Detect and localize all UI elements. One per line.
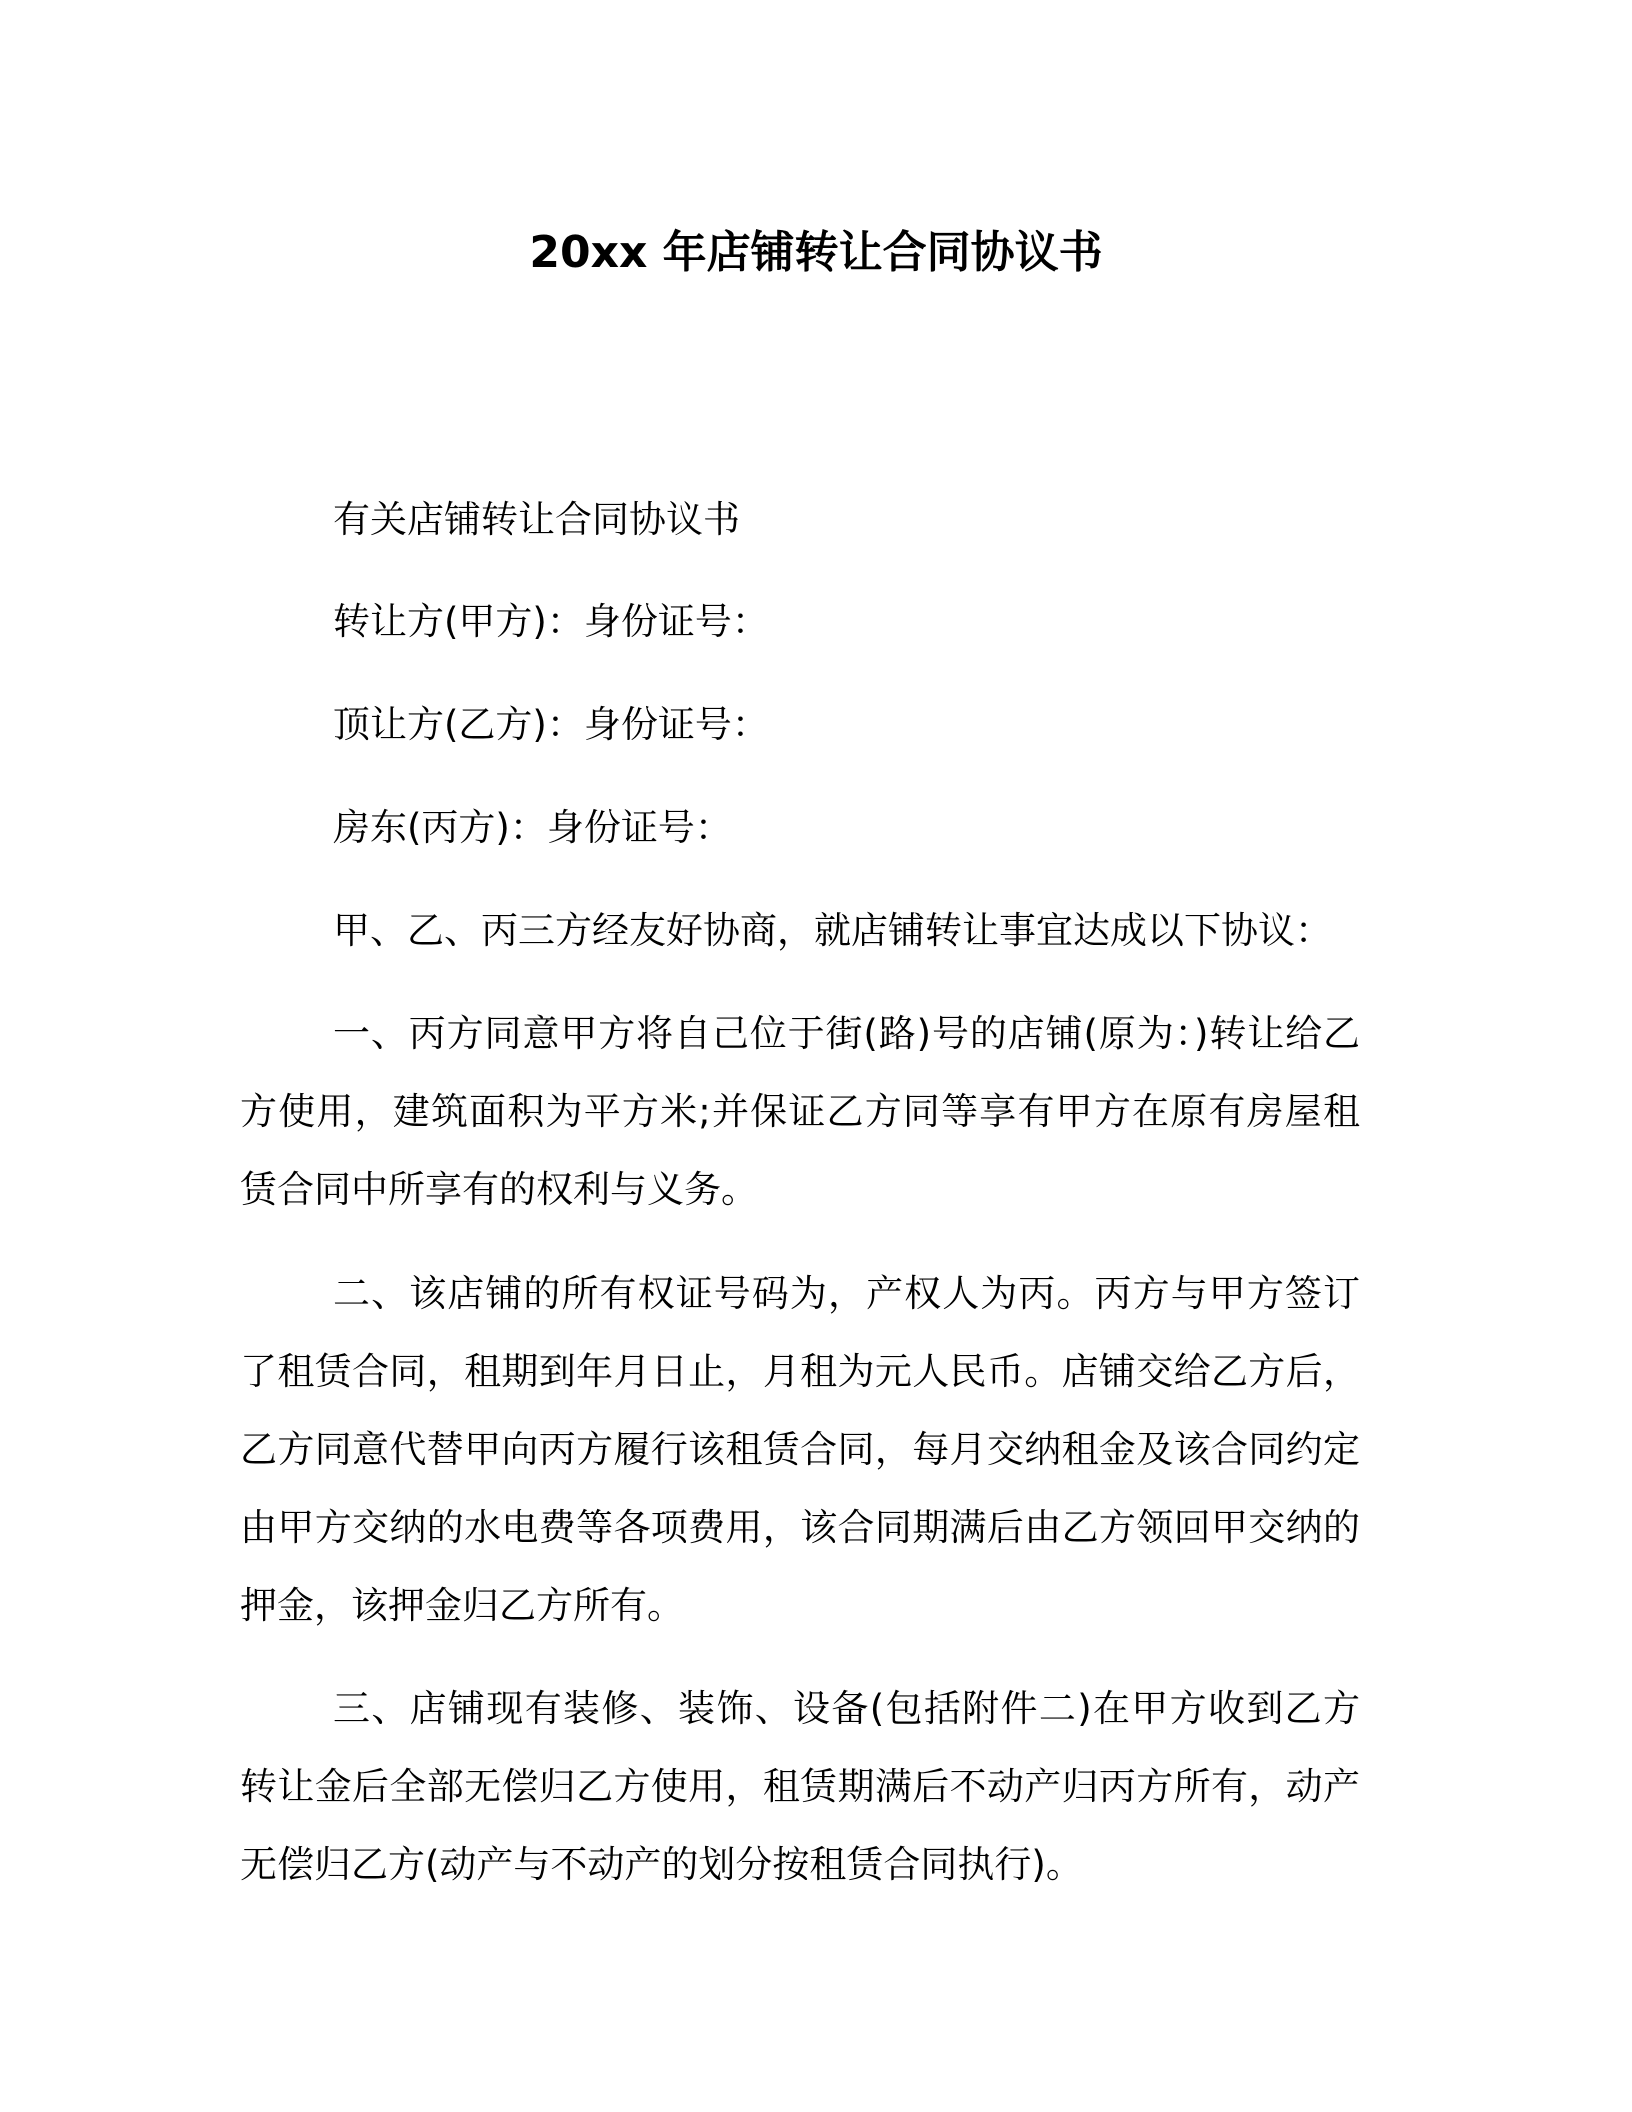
document-title: 20xx 年店铺转让合同协议书 — [529, 227, 1103, 278]
clause-1-paragraph: 一、丙方同意甲方将自己位于街(路)号的店铺(原为：)转让给乙方使用，建筑面积为平方米;并保证乙方同等享有甲方在原有房屋租赁合同中所享有的权利与义务。 — [240, 1012, 1360, 1211]
clause-3-paragraph: 三、店铺现有装修、装饰、设备(包括附件二)在甲方收到乙方转让金后全部无偿归乙方使用，租赁期满后不动产归丙方所有，动产无偿归乙方(动产与不动产的划分按租赁合同执行)。 — [240, 1687, 1360, 1886]
party-landlord-line: 房东(丙方)：身份证号： — [333, 806, 732, 849]
party-transferee-line: 顶让方(乙方)：身份证号： — [333, 703, 769, 746]
intro-paragraph: 甲、乙、丙三方经友好协商，就店铺转让事宜达成以下协议： — [333, 909, 1332, 952]
party-transferor-line: 转让方(甲方)：身份证号： — [333, 600, 769, 643]
clause-2-paragraph: 二、该店铺的所有权证号码为，产权人为丙。丙方与甲方签订了租赁合同，租期到年月日止，月租为元人民币。店铺交给乙方后，乙方同意代替甲向丙方履行该租赁合同，每月交纳租金及该合同约定由甲方交纳的水电费等各项费用，该合同期满后由乙方领回甲交纳的押金，该押金归乙方所有。 — [240, 1272, 1360, 1627]
document-subtitle: 有关店铺转让合同协议书 — [333, 498, 740, 541]
